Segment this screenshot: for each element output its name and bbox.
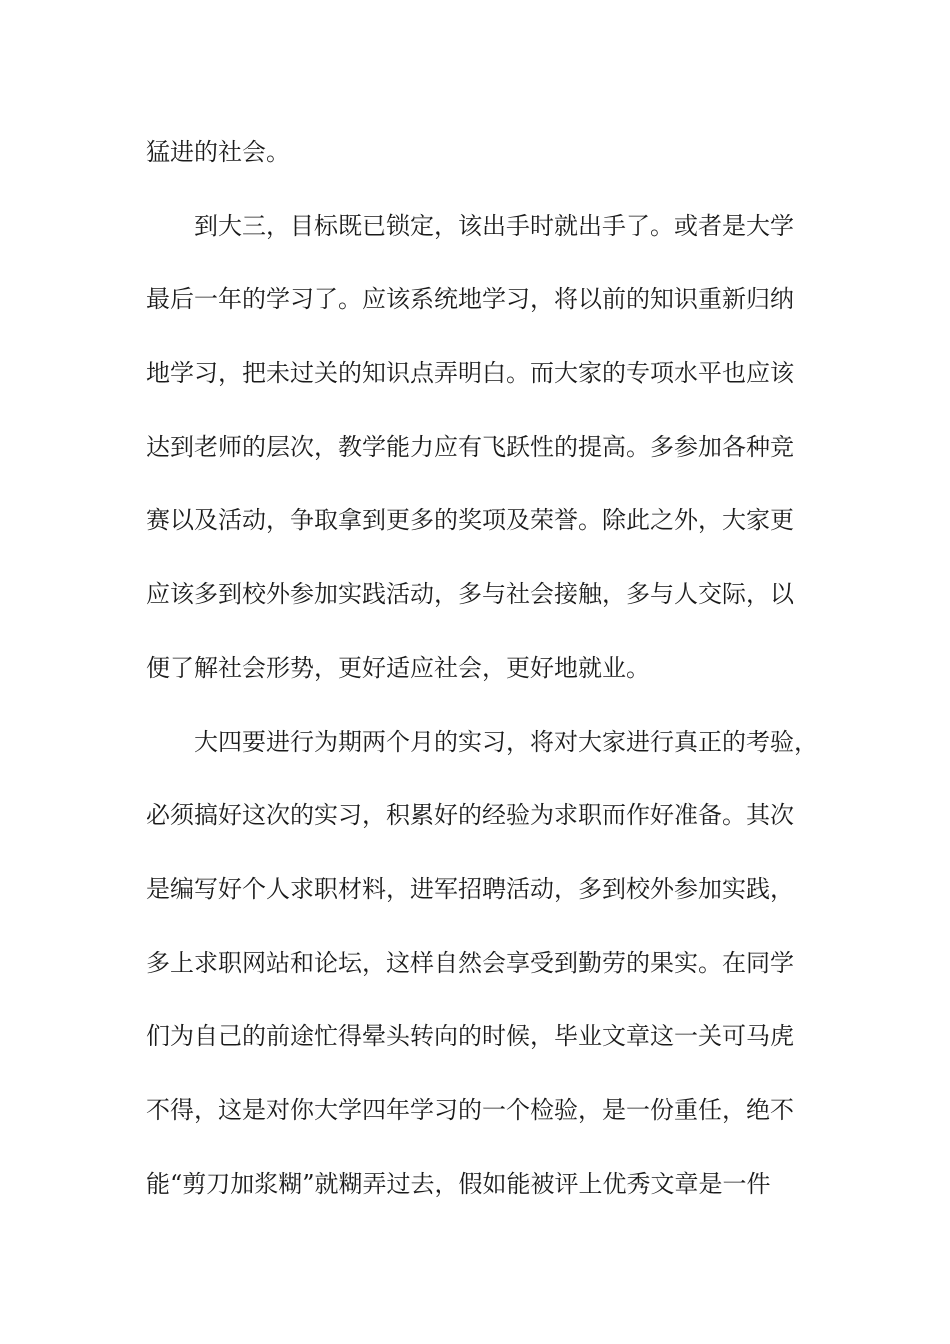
text-line: 能“剪刀加浆糊”就糊弄过去，假如能被评上优秀文章是一件 — [146, 1170, 771, 1198]
text-line: 便了解社会形势，更好适应社会，更好地就业。 — [146, 654, 650, 682]
text-line: 地学习，把未过关的知识点弄明白。而大家的专项水平也应该 — [146, 359, 794, 387]
text-line: 不得，这是对你大学四年学习的一个检验，是一份重任，绝不 — [146, 1096, 794, 1124]
text-line: 最后一年的学习了。应该系统地学习，将以前的知识重新归纳 — [146, 285, 794, 313]
text-line: 应该多到校外参加实践活动，多与社会接触，多与人交际，以 — [146, 580, 794, 608]
text-line: 猛进的社会。 — [146, 138, 290, 166]
text-line: 必须搞好这次的实习，积累好的经验为求职而作好准备。其次 — [146, 801, 794, 829]
text-line: 达到老师的层次，教学能力应有飞跃性的提高。多参加各种竞 — [146, 433, 794, 461]
text-line: 们为自己的前途忙得晕头转向的时候，毕业文章这一关可马虎 — [146, 1022, 794, 1050]
text-line: 到大三，目标既已锁定，该出手时就出手了。或者是大学 — [146, 212, 794, 240]
text-line: 是编写好个人求职材料，进军招聘活动，多到校外参加实践， — [146, 875, 794, 903]
text-line: 大四要进行为期两个月的实习，将对大家进行真正的考验， — [146, 728, 818, 756]
text-line: 赛以及活动，争取拿到更多的奖项及荣誉。除此之外，大家更 — [146, 506, 794, 534]
text-line: 多上求职网站和论坛，这样自然会享受到勤劳的果实。在同学 — [146, 949, 794, 977]
